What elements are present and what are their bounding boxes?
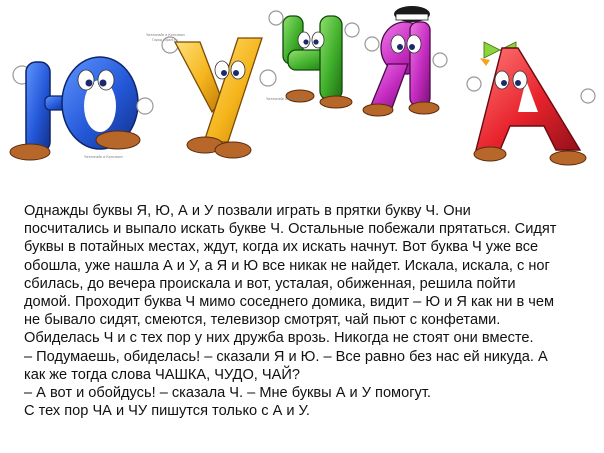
letter-ya-character [363, 6, 447, 116]
story-line: домой. Проходит буква Ч мимо соседнего домика, видит – Ю и Я как ни в чем [24, 294, 555, 311]
story-text [24, 202, 590, 420]
letter-u-character [146, 33, 276, 158]
svg-text:Чиллинайс и Котилион: Чиллинайс и Котилион [266, 97, 305, 101]
svg-text:Чиллинайс и Котилион: Чиллинайс и Котилион [146, 33, 185, 37]
letters-illustration [0, 0, 604, 190]
story-line: буквы в потайных местах, ждут, когда их искать начнут. Вот буква Ч уже все [24, 239, 539, 256]
story-line: – Подумаешь, обиделась! – сказали Я и Ю. – Все равно без нас ей никуда. А [24, 348, 548, 365]
letter-ch-character [266, 11, 359, 108]
story-line: Обиделась Ч и с тех пор у них дружба врозь. Никогда не стоят они вместе. [24, 330, 534, 347]
story-line: – А вот и обойдусь! – сказала Ч. – Мне буквы А и У помогут. [24, 385, 431, 402]
story-line: обошла, уже нашла А и У, а Я и Ю все никак не найдет. Искала, искала, с ног [24, 257, 550, 274]
story-line: не бывало сидят, смеются, телевизор смотрят, чай пьют с конфетами. [24, 312, 501, 329]
svg-text:Город clipart.ru: Город clipart.ru [152, 38, 178, 42]
story-line: посчитались и выпало искать букве Ч. Остальные побежали прятаться. Сидят [24, 221, 557, 238]
story-line: Однажды буквы Я, Ю, А и У позвали играть в прятки букву Ч. Они [24, 203, 471, 219]
story-line: С тех пор ЧА и ЧУ пишутся только с А и У. [24, 403, 310, 420]
story-line: сбилась, до вечера проискала и вот, усталая, обиженная, решила пойти [24, 275, 516, 292]
watermark-text: Чиллинайс и Котилион [84, 155, 123, 159]
story-line: как же тогда слова ЧАШКА, ЧУДО, ЧАЙ? [24, 366, 300, 383]
letter-a-character [467, 42, 595, 165]
letter-yu-character [10, 57, 153, 160]
